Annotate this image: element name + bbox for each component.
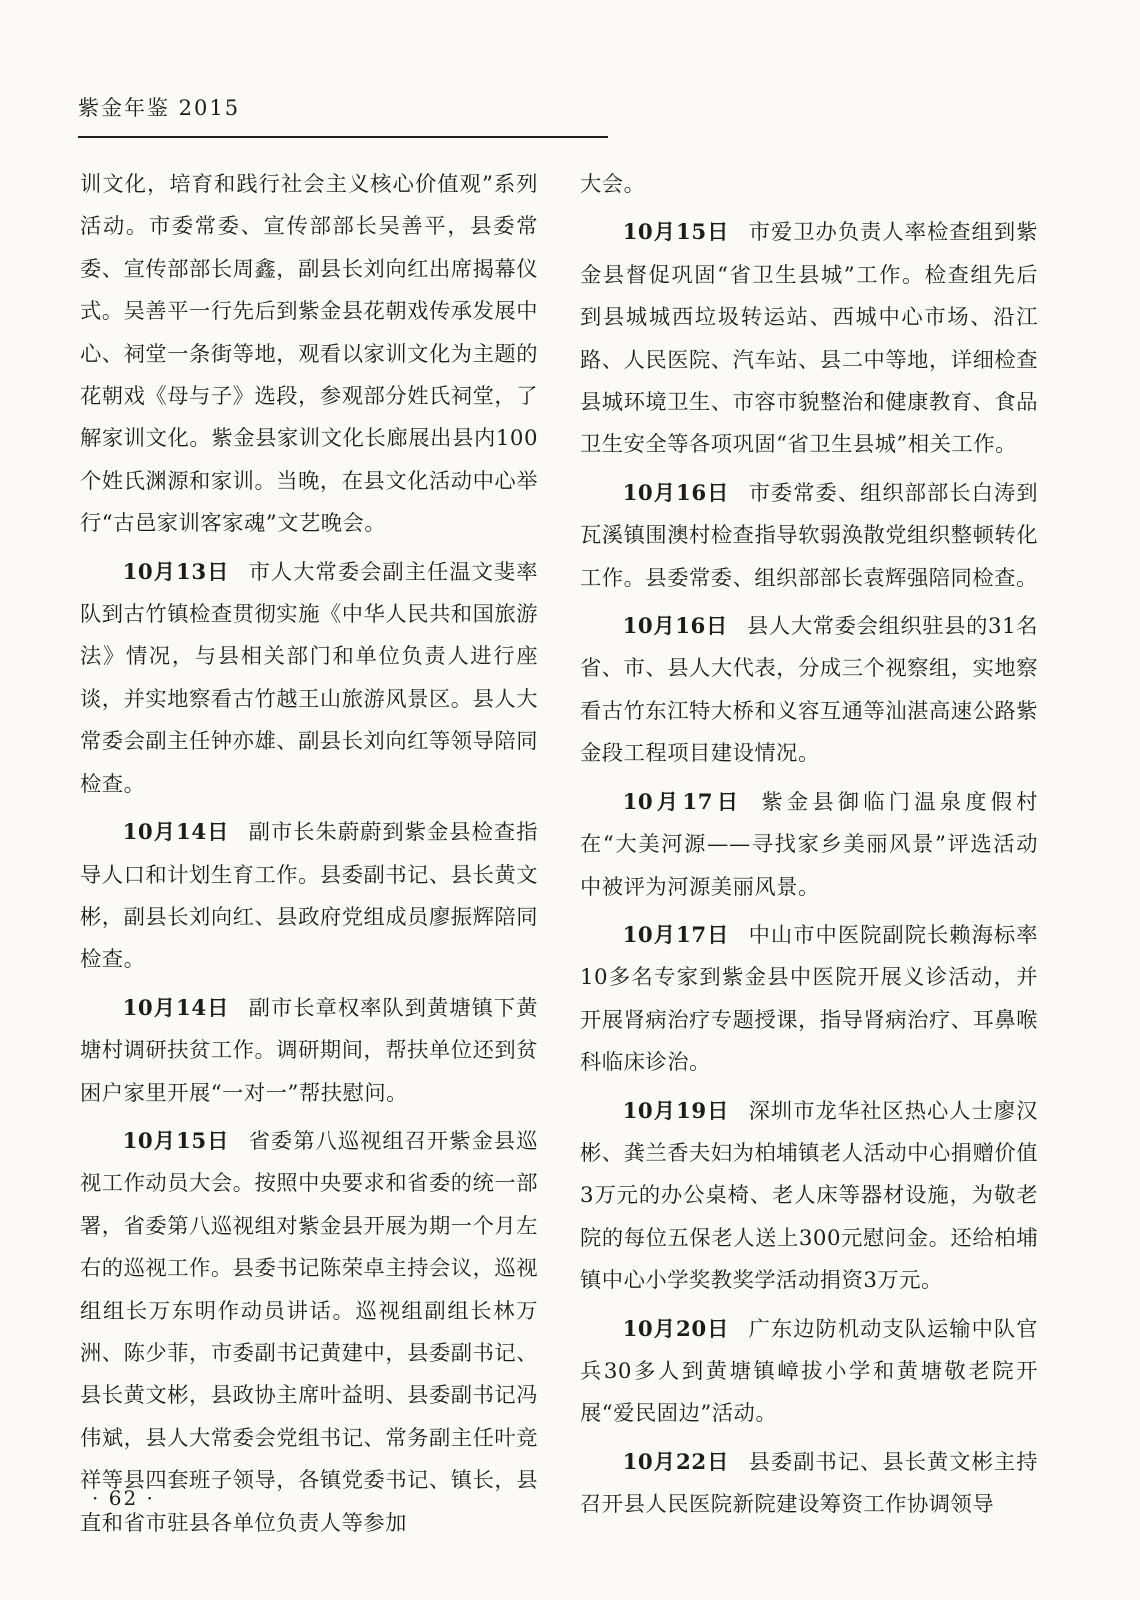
left-column: [80, 164, 538, 1551]
paragraph: [580, 473, 1038, 600]
paragraph-text: 中山市中医院副院长赖海标率10多名专家到紫金县中医院开展义诊活动，并开展肾病治疗专题授课，指导肾病治疗、耳鼻喉科临床诊治。: [580, 922, 1038, 1076]
paragraph: [580, 212, 1038, 466]
paragraph-text: 紫金县御临门温泉度假村在“大美河源——寻找家乡美丽风景”评选活动中被评为河源美丽风景。: [580, 789, 1038, 900]
paragraph-text: 大会。: [580, 172, 646, 197]
paragraph: [80, 552, 538, 806]
paragraph: [580, 606, 1038, 776]
paragraph: [580, 1091, 1038, 1303]
paragraph: [80, 812, 538, 982]
paragraph-text: 市爱卫办负责人率检查组到紫金县督促巩固“省卫生县城”工作。检查组先后到县城城西垃圾转运站、西城中心市场、沿江路、人民医院、汽车站、县二中等地，详细检查县城环境卫生、市容市貌整治和健康教育、食品卫生安全等各项巩固“省卫生县城”相关工作。: [580, 220, 1038, 458]
paragraph: [580, 915, 1038, 1085]
paragraph: [80, 164, 538, 546]
paragraph-text: 县委副书记、县长黄文彬主持召开县人民医院新院建设筹资工作协调领导: [580, 1449, 1038, 1518]
paragraph: [580, 782, 1038, 909]
paragraph: [580, 1309, 1038, 1436]
entry-date: 10月14日: [122, 820, 230, 846]
paragraph-text: 省委第八巡视组召开紫金县巡视工作动员大会。按照中央要求和省委的统一部署，省委第八巡视组对紫金县开展为期一个月左右的巡视工作。县委书记陈荣卓主持会议，巡视组组长万东明作动员讲话。巡视组副组长林万洲、陈少菲，市委副书记黄建中，县委副书记、县长黄文彬，县政协主席叶益明、县委副书记冯伟斌，县人大常委会党组书记、常务副主任叶竞祥等县四套班子领导，各镇党委书记、镇长，县直和省市驻县各单位负责人等参加: [80, 1128, 538, 1536]
entry-date: 10月16日: [622, 614, 728, 640]
paragraph: [580, 164, 1038, 206]
paragraph: [80, 988, 538, 1115]
entry-date: 10月19日: [622, 1098, 730, 1124]
paragraph-text: 广东边防机动支队运输中队官兵30多人到黄塘镇嶂拔小学和黄塘敬老院开展“爱民固边”活动。: [580, 1316, 1038, 1427]
entry-date: 10月22日: [622, 1449, 730, 1475]
paragraph-text: 市委常委、组织部部长白涛到瓦溪镇围澳村检查指导软弱涣散党组织整顿转化工作。县委常委、组织部部长袁辉强陪同检查。: [580, 480, 1038, 591]
entry-date: 10月17日: [622, 922, 730, 948]
paragraph: [80, 1121, 538, 1545]
paragraph-text: 副市长章权率队到黄塘镇下黄塘村调研扶贫工作。调研期间，帮扶单位还到贫困户家里开展“一对一”帮扶慰问。: [80, 995, 538, 1106]
entry-date: 10月13日: [122, 559, 230, 585]
entry-date: 10月20日: [622, 1316, 730, 1342]
entry-date: 10月16日: [622, 480, 730, 506]
paragraph: [580, 1442, 1038, 1527]
entry-date: 10月15日: [122, 1128, 230, 1154]
paragraph-text: 县人大常委会组织驻县的31名省、市、县人大代表，分成三个视察组，实地察看古竹东江特大桥和义容互通等汕湛高速公路紫金段工程项目建设情况。: [580, 614, 1038, 767]
entry-date: 10月17日: [622, 789, 743, 815]
paragraph-text: 市人大常委会副主任温文斐率队到古竹镇检查贯彻实施《中华人民共和国旅游法》情况，与县相关部门和单位负责人进行座谈，并实地察看古竹越王山旅游风景区。县人大常委会副主任钟亦雄、副县长刘向红等领导陪同检查。: [80, 559, 538, 797]
paragraph-text: 训文化，培育和践行社会主义核心价值观”系列活动。市委常委、宣传部部长吴善平，县委常委、宣传部部长周鑫，副县长刘向红出席揭幕仪式。吴善平一行先后到紫金县花朝戏传承发展中心、祠堂一条街等地，观看以家训文化为主题的花朝戏《母与子》选段，参观部分姓氏祠堂，了解家训文化。紫金县家训文化长廊展出县内100个姓氏渊源和家训。当晚，在县文化活动中心举行“古邑家训客家魂”文艺晚会。: [80, 172, 538, 537]
entry-date: 10月15日: [622, 220, 730, 246]
page-number: · 62 ·: [92, 1486, 155, 1510]
paragraph-text: 副市长朱蔚蔚到紫金县检查指导人口和计划生育工作。县委副书记、县长黄文彬，副县长刘向红、县政府党组成员廖振辉陪同检查。: [80, 820, 538, 973]
paragraph-text: 深圳市龙华社区热心人士廖汉彬、龚兰香夫妇为柏埔镇老人活动中心捐赠价值3万元的办公桌椅、老人床等器材设施，为敬老院的每位五保老人送上300元慰问金。还给柏埔镇中心小学奖教奖学活动捐资3万元。: [580, 1098, 1038, 1294]
header-rule: [78, 136, 608, 138]
entry-date: 10月14日: [122, 995, 230, 1021]
right-column: [580, 164, 1038, 1533]
page-header-title: 紫金年鉴 2015: [78, 96, 241, 120]
